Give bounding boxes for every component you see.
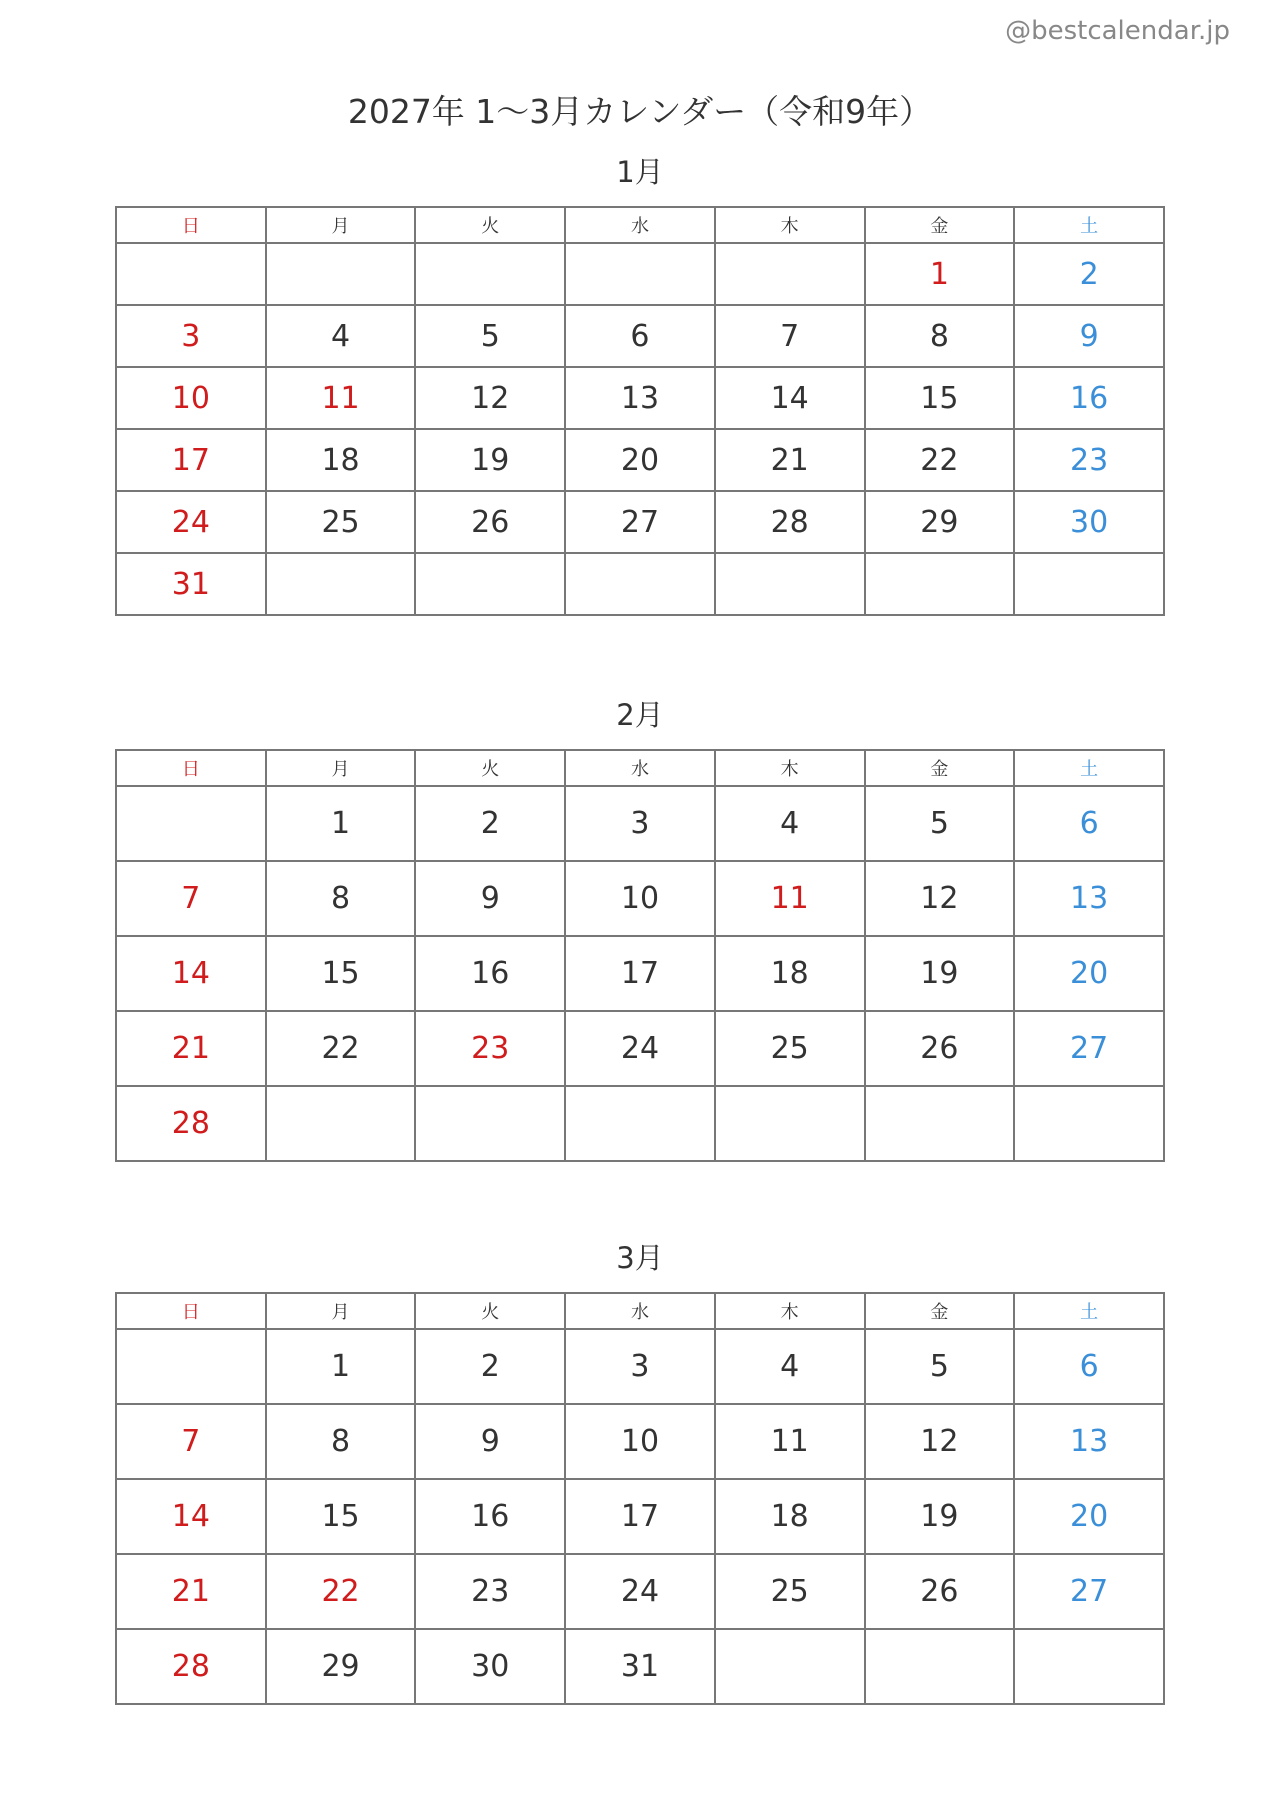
weekday-header: 火 <box>415 1293 565 1329</box>
day-cell: 24 <box>565 1554 715 1629</box>
weekday-header: 土 <box>1014 750 1164 786</box>
day-cell <box>266 1086 416 1161</box>
day-cell: 18 <box>266 429 416 491</box>
day-cell: 24 <box>565 1011 715 1086</box>
day-cell: 31 <box>565 1629 715 1704</box>
day-cell: 23 <box>415 1011 565 1086</box>
week-row <box>116 1011 1164 1086</box>
day-cell: 23 <box>415 1554 565 1629</box>
day-cell: 18 <box>715 936 865 1011</box>
day-cell <box>715 1086 865 1161</box>
weekday-header: 土 <box>1014 207 1164 243</box>
day-cell: 1 <box>266 786 416 861</box>
day-cell: 9 <box>415 1404 565 1479</box>
day-cell: 1 <box>865 243 1015 305</box>
day-cell: 17 <box>565 1479 715 1554</box>
day-cell <box>715 243 865 305</box>
calendar-table <box>115 206 1165 616</box>
day-cell: 16 <box>415 1479 565 1554</box>
day-cell: 14 <box>116 936 266 1011</box>
day-cell: 14 <box>715 367 865 429</box>
day-cell: 12 <box>865 861 1015 936</box>
day-cell: 7 <box>715 305 865 367</box>
weekday-header: 木 <box>715 750 865 786</box>
month-calendar <box>115 150 1165 616</box>
week-row <box>116 429 1164 491</box>
day-cell: 11 <box>266 367 416 429</box>
weekday-header: 木 <box>715 1293 865 1329</box>
day-cell: 21 <box>116 1011 266 1086</box>
day-cell: 30 <box>1014 491 1164 553</box>
week-row <box>116 1086 1164 1161</box>
day-cell: 16 <box>415 936 565 1011</box>
calendar-table <box>115 749 1165 1162</box>
day-cell: 14 <box>116 1479 266 1554</box>
day-cell: 4 <box>266 305 416 367</box>
day-cell: 4 <box>715 786 865 861</box>
weekday-header: 金 <box>865 750 1015 786</box>
day-cell: 8 <box>266 1404 416 1479</box>
day-cell <box>1014 1629 1164 1704</box>
day-cell: 17 <box>565 936 715 1011</box>
day-cell <box>1014 553 1164 615</box>
week-row <box>116 936 1164 1011</box>
day-cell: 17 <box>116 429 266 491</box>
weekday-header: 火 <box>415 750 565 786</box>
day-cell: 19 <box>865 936 1015 1011</box>
month-title: 2月 <box>616 698 664 732</box>
month-calendar <box>115 693 1165 1162</box>
day-cell: 20 <box>565 429 715 491</box>
day-cell: 7 <box>116 861 266 936</box>
day-cell: 19 <box>415 429 565 491</box>
week-row <box>116 367 1164 429</box>
day-cell: 10 <box>565 861 715 936</box>
day-cell: 9 <box>415 861 565 936</box>
day-cell: 8 <box>266 861 416 936</box>
day-cell <box>116 786 266 861</box>
week-row <box>116 243 1164 305</box>
day-cell: 6 <box>1014 786 1164 861</box>
day-cell: 30 <box>415 1629 565 1704</box>
day-cell: 19 <box>865 1479 1015 1554</box>
day-cell: 2 <box>415 1329 565 1404</box>
day-cell: 6 <box>1014 1329 1164 1404</box>
day-cell: 3 <box>565 786 715 861</box>
day-cell: 3 <box>116 305 266 367</box>
day-cell: 26 <box>415 491 565 553</box>
day-cell: 28 <box>116 1086 266 1161</box>
day-cell: 6 <box>565 305 715 367</box>
day-cell <box>415 553 565 615</box>
week-row <box>116 491 1164 553</box>
day-cell <box>565 1086 715 1161</box>
site-brand: @bestcalendar.jp <box>1005 16 1230 46</box>
day-cell: 10 <box>565 1404 715 1479</box>
page-title: 2027年 1〜3月カレンダー（令和9年） <box>347 92 933 131</box>
weekday-header: 水 <box>565 1293 715 1329</box>
day-cell: 20 <box>1014 936 1164 1011</box>
weekday-header: 金 <box>865 207 1015 243</box>
day-cell: 28 <box>116 1629 266 1704</box>
day-cell <box>865 1629 1015 1704</box>
week-row <box>116 553 1164 615</box>
day-cell <box>266 243 416 305</box>
day-cell: 26 <box>865 1011 1015 1086</box>
day-cell <box>715 553 865 615</box>
day-cell <box>565 553 715 615</box>
day-cell: 1 <box>266 1329 416 1404</box>
day-cell: 5 <box>865 1329 1015 1404</box>
day-cell: 4 <box>715 1329 865 1404</box>
day-cell: 23 <box>1014 429 1164 491</box>
day-cell: 22 <box>266 1011 416 1086</box>
day-cell: 25 <box>715 1011 865 1086</box>
month-title: 3月 <box>616 1241 664 1275</box>
day-cell: 28 <box>715 491 865 553</box>
weekday-header: 火 <box>415 207 565 243</box>
day-cell: 16 <box>1014 367 1164 429</box>
day-cell: 31 <box>116 553 266 615</box>
day-cell: 29 <box>266 1629 416 1704</box>
day-cell: 5 <box>865 786 1015 861</box>
day-cell: 21 <box>116 1554 266 1629</box>
day-cell: 2 <box>1014 243 1164 305</box>
day-cell: 13 <box>1014 1404 1164 1479</box>
day-cell: 27 <box>1014 1011 1164 1086</box>
day-cell: 2 <box>415 786 565 861</box>
week-row <box>116 1479 1164 1554</box>
day-cell: 25 <box>266 491 416 553</box>
day-cell <box>1014 1086 1164 1161</box>
day-cell <box>266 553 416 615</box>
weekday-header: 日 <box>116 1293 266 1329</box>
day-cell: 22 <box>865 429 1015 491</box>
weekday-header: 日 <box>116 750 266 786</box>
week-row <box>116 1329 1164 1404</box>
weekday-header: 土 <box>1014 1293 1164 1329</box>
day-cell: 27 <box>1014 1554 1164 1629</box>
day-cell: 18 <box>715 1479 865 1554</box>
day-cell: 12 <box>865 1404 1015 1479</box>
day-cell: 3 <box>565 1329 715 1404</box>
weekday-header: 水 <box>565 207 715 243</box>
day-cell: 11 <box>715 861 865 936</box>
weekday-header: 月 <box>266 1293 416 1329</box>
day-cell: 8 <box>865 305 1015 367</box>
day-cell <box>865 553 1015 615</box>
day-cell: 27 <box>565 491 715 553</box>
day-cell: 7 <box>116 1404 266 1479</box>
day-cell: 20 <box>1014 1479 1164 1554</box>
day-cell <box>116 1329 266 1404</box>
day-cell <box>865 1086 1015 1161</box>
day-cell <box>116 243 266 305</box>
weekday-header: 月 <box>266 207 416 243</box>
day-cell: 24 <box>116 491 266 553</box>
weekday-header: 木 <box>715 207 865 243</box>
day-cell: 15 <box>266 936 416 1011</box>
day-cell: 11 <box>715 1404 865 1479</box>
weekday-header: 日 <box>116 207 266 243</box>
day-cell: 12 <box>415 367 565 429</box>
day-cell <box>415 1086 565 1161</box>
week-row <box>116 1404 1164 1479</box>
day-cell: 9 <box>1014 305 1164 367</box>
day-cell: 5 <box>415 305 565 367</box>
day-cell <box>715 1629 865 1704</box>
month-calendar <box>115 1236 1165 1705</box>
week-row <box>116 786 1164 861</box>
day-cell: 22 <box>266 1554 416 1629</box>
week-row <box>116 1629 1164 1704</box>
weekday-header: 金 <box>865 1293 1015 1329</box>
week-row <box>116 1554 1164 1629</box>
month-title: 1月 <box>616 155 664 189</box>
day-cell: 29 <box>865 491 1015 553</box>
day-cell <box>415 243 565 305</box>
day-cell: 13 <box>1014 861 1164 936</box>
week-row <box>116 305 1164 367</box>
day-cell: 25 <box>715 1554 865 1629</box>
day-cell: 13 <box>565 367 715 429</box>
day-cell: 10 <box>116 367 266 429</box>
day-cell: 21 <box>715 429 865 491</box>
calendar-table <box>115 1292 1165 1705</box>
day-cell: 26 <box>865 1554 1015 1629</box>
day-cell: 15 <box>865 367 1015 429</box>
week-row <box>116 861 1164 936</box>
day-cell <box>565 243 715 305</box>
weekday-header: 水 <box>565 750 715 786</box>
weekday-header: 月 <box>266 750 416 786</box>
day-cell: 15 <box>266 1479 416 1554</box>
